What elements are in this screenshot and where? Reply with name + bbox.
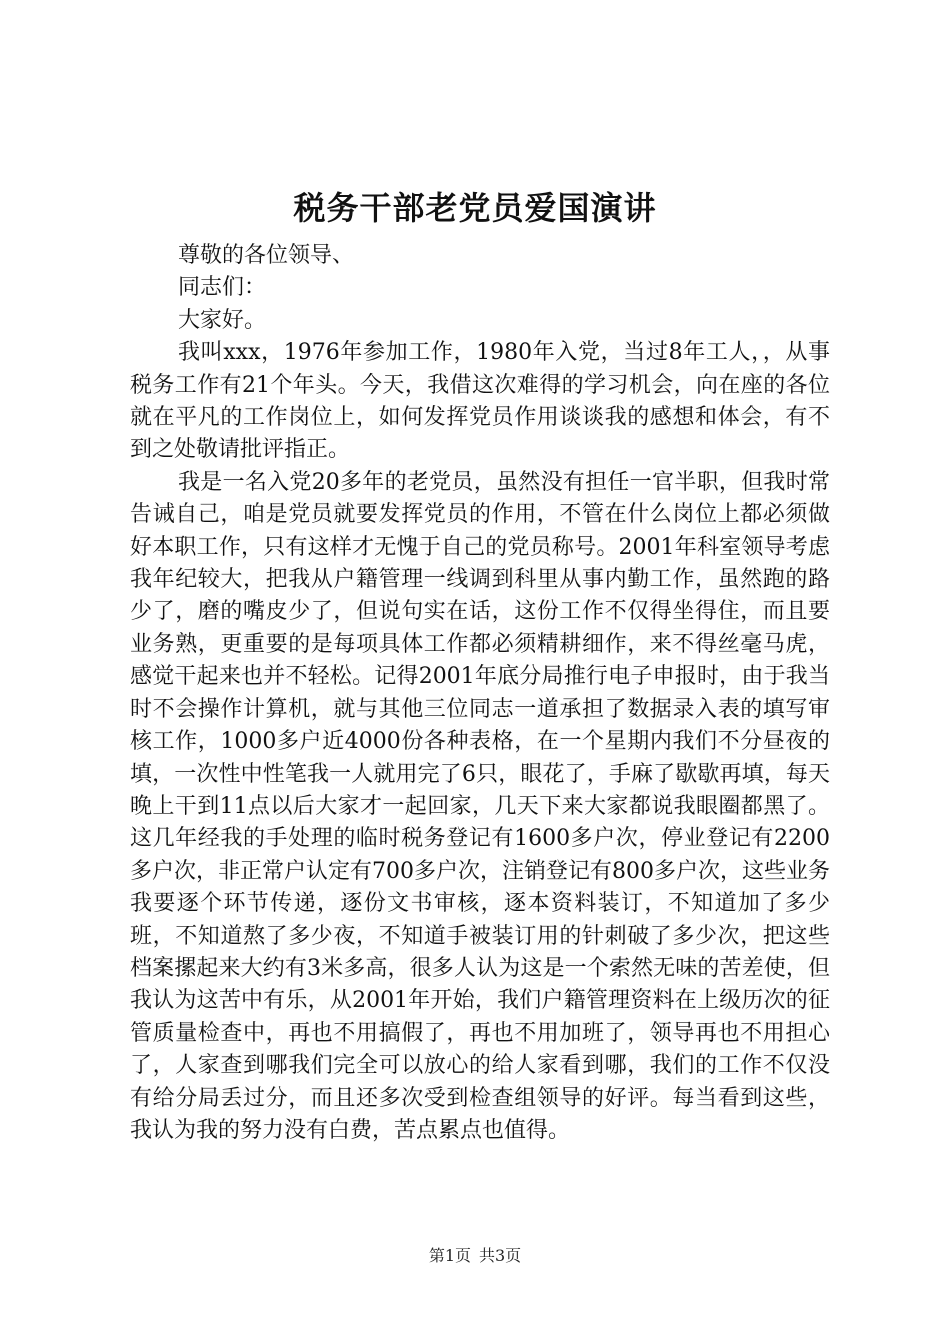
page-number: 第1页 [428, 1246, 471, 1265]
document-title: 税务干部老党员爱国演讲 [293, 189, 657, 227]
document-body [130, 240, 830, 1147]
page-footer [0, 1244, 950, 1268]
greeting-line: 大家好。 [178, 307, 267, 333]
greeting-line: 尊敬的各位领导、 [178, 243, 355, 268]
greeting-line: 同志们： [178, 275, 267, 301]
body-paragraph: 我是一名入党20多年的老党员，虽然没有担任一官半职，但我时常告诫自己，咱是党员就要发挥党员的作用，不管在什么岗位上都必须做好本职工作，只有这样才无愧于自己的党员称号。2001年科室领导考虑我年纪较大，把我从户籍管理一线调到科里从事内勤工作，虽然跑的路少了，磨的嘴皮少了，但说句实在话，这份工作不仅得坐得住，而且要业务熟，更重要的是每项具体工作都必须精耕细作，来不得丝毫马虎，感觉干起来也并不轻松。记得2001年底分局推行电子申报时，由于我当时不会操作计算机，就与其他三位同志一道承担了数据录入表的填写审核工作，1000多户近4000份各种表格，在一个星期内我们不分昼夜的填，一次性中性笔我一人就用完了6只，眼花了，手麻了歇歇再填，每天晚上干到11点以后大家才一起回家，几天下来大家都说我眼圈都黑了。这几年经我的手处理的临时税务登记有1600多户次，停业登记有2200多户次，非正常户认定有700多户次，注销登记有800多户次，这些业务我要逐个环节传递，逐份文书审核，逐本资料装订，不知道加了多少班，不知道熬了多少夜，不知道手被装订用的针刺破了多少次，把这些档案摞起来大约有3米多高，很多人认为这是一个索然无味的苦差使，但我认为这苦中有乐，从2001年开始，我们户籍管理资料在上级历次的征管质量检查中，再也不用搞假了，再也不用加班了，领导再也不用担心了，人家查到哪我们完全可以放心的给人家看到哪，我们的工作不仅没有给分局丢过分，而且还多次受到检查组领导的好评。每当看到这些，我认为我的努力没有白费，苦点累点也值得。 [130, 469, 830, 1143]
body-paragraph: 我叫xxx，1976年参加工作，1980年入党，当过8年工人，，从事税务工作有21个年头。今天，我借这次难得的学习机会，向在座的各位就在平凡的工作岗位上，如何发挥党员作用谈谈我的感想和体会，有不到之处敬请批评指正。 [130, 340, 830, 463]
page-total: 共3页 [479, 1246, 522, 1265]
